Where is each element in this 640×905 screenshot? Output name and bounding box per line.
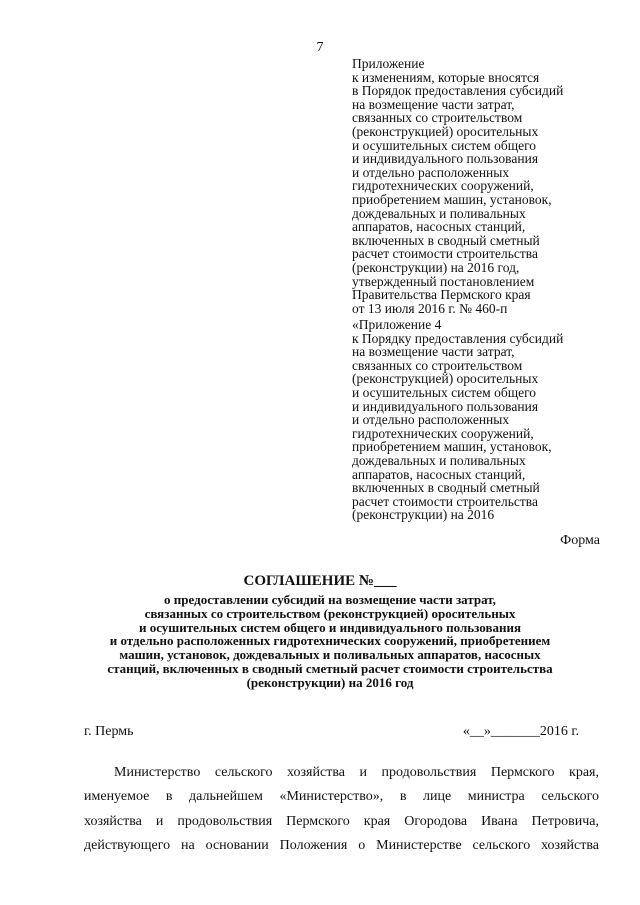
subtitle-line: связанных со строительством (реконструкцией) оросительных [144, 605, 516, 621]
appendix-line: (реконструкцией) оросительных [352, 371, 539, 387]
appendix-line: включенных в сводный сметный [352, 480, 540, 496]
appendix-header-amendment [352, 57, 612, 315]
appendix-line: включенных в сводный сметный [352, 232, 540, 248]
appendix-line: аппаратов, насосных станций, [352, 219, 526, 235]
appendix-line: расчет стоимости строительства [352, 246, 538, 262]
body-line: Министерство сельского хозяйства и продовольствия Пермского края, [114, 765, 599, 780]
subtitle-line: станций, включенных в сводный сметный расчет стоимости строительства [107, 660, 553, 676]
appendix-line: дождевальных и поливальных [352, 205, 526, 221]
body-line: хозяйства и продовольствия Пермского края Огородова Ивана Петровича, [84, 813, 599, 829]
appendix-line: на возмещение части затрат, [352, 344, 515, 360]
appendix-line: Приложение [352, 56, 425, 71]
appendix-line: (реконструкции) на 2016 год, [352, 259, 520, 275]
agreement-title: СОГЛАШЕНИЕ №___ [243, 573, 397, 589]
appendix-line: на возмещение части затрат, [352, 96, 515, 112]
appendix-line: и индивидуального пользования [352, 398, 539, 414]
appendix-line: и индивидуального пользования [352, 151, 539, 167]
appendix-line: расчет стоимости строительства [352, 493, 538, 509]
subtitle-line: и отдельно расположенных гидротехнических сооружений, приобретением [109, 633, 551, 649]
subtitle-line: и осушительных систем общего и индивидуального пользования [138, 619, 522, 635]
city-label: г. Пермь [84, 724, 134, 739]
appendix-line: (реконструкции) на 2016 [352, 507, 495, 523]
appendix-line: утвержденный постановлением [352, 273, 535, 289]
appendix-line: аппаратов, насосных станций, [352, 466, 526, 482]
appendix-line: Правительства Пермского края [352, 287, 531, 303]
appendix-line: и отдельно расположенных [352, 412, 510, 428]
appendix-line: связанных со строительством [352, 110, 523, 126]
appendix-header-annex-4 [352, 318, 612, 522]
appendix-line: (реконструкцией) оросительных [352, 123, 539, 139]
appendix-line: в Порядок предоставления субсидий [352, 83, 564, 99]
appendix-line: к изменениям, которые вносятся [352, 69, 540, 85]
appendix-line: гидротехнических сооружений, [352, 425, 534, 441]
appendix-line: дождевальных и поливальных [352, 452, 526, 468]
body-paragraph [84, 761, 599, 859]
form-label: Форма [560, 533, 600, 548]
subtitle-line: машин, установок, дождевальных и поливальных аппаратов, насосных [119, 647, 541, 663]
appendix-line: и отдельно расположенных [352, 164, 510, 180]
date-field: «__»_______2016 г. [462, 724, 579, 739]
body-line: именуемое в дальнейшем «Министерство», в лице министра сельского [84, 789, 599, 805]
subtitle-line: о предоставлении субсидий на возмещение части затрат, [164, 592, 496, 607]
subtitle-line: (реконструкции) на 2016 год [246, 674, 414, 690]
appendix-line: связанных со строительством [352, 357, 523, 373]
appendix-line: и осушительных систем общего [352, 137, 537, 153]
appendix-line: приобретением машин, установок, [352, 191, 552, 207]
appendix-line: к Порядку предоставления субсидий [352, 330, 564, 346]
body-line: действующего на основании Положения о Министерстве сельского хозяйства [84, 838, 599, 854]
appendix-line: гидротехнических сооружений, [352, 178, 534, 194]
appendix-line: и осушительных систем общего [352, 384, 537, 400]
appendix-line: «Приложение 4 [352, 317, 442, 332]
agreement-subtitle [60, 593, 600, 690]
page-number: 7 [316, 40, 324, 55]
appendix-line: приобретением машин, установок, [352, 439, 552, 455]
appendix-line: от 13 июля 2016 г. № 460-п [352, 300, 508, 316]
